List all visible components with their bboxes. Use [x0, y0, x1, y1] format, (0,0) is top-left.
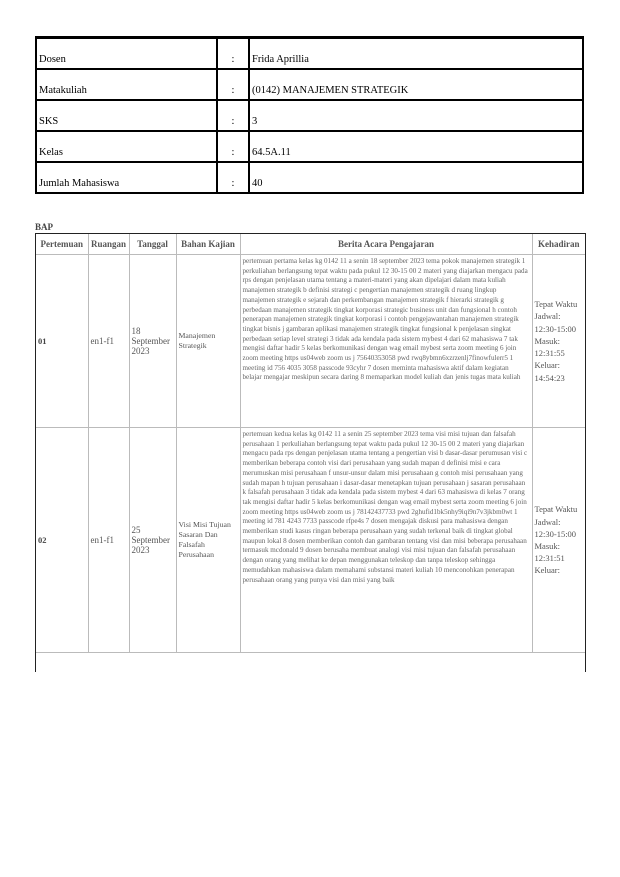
cell-bahan-kajian: Visi Misi Tujuan Sasaran Dan Falsafah Perusahaan — [176, 428, 240, 653]
info-row-matakuliah — [36, 69, 583, 100]
cell-ruangan: en1-f1 — [88, 255, 129, 428]
cell-bahan-kajian: Manajemen Strategik — [176, 255, 240, 428]
cell-ruangan: en1-f1 — [88, 428, 129, 653]
course-info-table — [35, 36, 584, 194]
info-value: 64.5A.11 — [249, 131, 583, 162]
header-berita-acara: Berita Acara Pengajaran — [240, 234, 532, 255]
info-row-dosen — [36, 38, 583, 70]
cell-pertemuan: 02 — [36, 428, 88, 653]
header-kehadiran: Kehadiran — [532, 234, 585, 255]
info-value: (0142) MANAJEMEN STRATEGIK — [249, 69, 583, 100]
cell-kehadiran: Tepat Waktu Jadwal: 12:30-15:00 Masuk: 12:31:55 Keluar: 14:54:23 — [532, 255, 585, 428]
bap-section-title: BAP — [35, 222, 53, 232]
bap-table — [36, 234, 585, 653]
cell-tanggal: 25 September 2023 — [129, 428, 176, 653]
cell-pertemuan: 01 — [36, 255, 88, 428]
info-value: Frida Aprillia — [249, 38, 583, 70]
info-value: 3 — [249, 100, 583, 131]
cell-berita-acara: pertemuan pertama kelas kg 0142 11 a senin 18 september 2023 tema pokok manajemen strategik 1 perkuliahan berlangsung tepat waktu pada pukul 12 30-15 00 2 materi yang diajarkan mengacu pada rps dengan penjelasan utama tentang a materi-materi yang akan dipelajari dalam mata kuliah manajemen strategik b definisi strategi c pengertian manajemen strategik d ruang lingkup manajemen strategik e sejarah dan perkembangan manajemen strategik f hierarki strategik g perbedaan manajemen strategik tingkat korporasi strategic business unit dan fungsional h contoh penerapan manajemen strategik tingkat korporasi i contoh pengejawantahan manajemen strategik tingkat bisnis j gambaran aplikasi manajemen strategik tingkat fungsional k penjelasan singkat perbedaan setiap level strategi 3 tidak ada kendala pada sistem mybest 4 dari 62 mahasiswa 7 tak mengisi daftar hadir 5 kelas berkomunikasi dengan wag email mybest serta zoom meeting 6 join zoom meeting https us04web zoom us j 75640353058 pwd rwq8ybmn6xzrzenlj7finowfulerr5 1 meeting id 756 4035 3058 passcode 93cyhr 7 dosen meminta mahasiswa aktif dalam kegiatan belajar mengajar meskipun secara daring 8 memaparkan model kuliah dan jenis tugas mata kuliah — [240, 255, 532, 428]
info-label: Dosen — [36, 38, 217, 70]
info-row-jumlah-mahasiswa — [36, 162, 583, 193]
info-label: Matakuliah — [36, 69, 217, 100]
cell-tanggal: 18 September 2023 — [129, 255, 176, 428]
bap-table-container — [35, 233, 586, 672]
cell-kehadiran: Tepat Waktu Jadwal: 12:30-15:00 Masuk: 12:31:51 Keluar: — [532, 428, 585, 653]
table-row — [36, 255, 585, 428]
info-separator: : — [217, 69, 249, 100]
header-tanggal: Tanggal — [129, 234, 176, 255]
info-label: Kelas — [36, 131, 217, 162]
info-separator: : — [217, 38, 249, 70]
header-bahan-kajian: Bahan Kajian — [176, 234, 240, 255]
header-ruangan: Ruangan — [88, 234, 129, 255]
info-value: 40 — [249, 162, 583, 193]
info-separator: : — [217, 131, 249, 162]
bap-header-row — [36, 234, 585, 255]
info-row-kelas — [36, 131, 583, 162]
header-pertemuan: Pertemuan — [36, 234, 88, 255]
info-label: SKS — [36, 100, 217, 131]
table-row — [36, 428, 585, 653]
info-label: Jumlah Mahasiswa — [36, 162, 217, 193]
info-separator: : — [217, 162, 249, 193]
cell-berita-acara: pertemuan kedua kelas kg 0142 11 a senin 25 september 2023 tema visi misi tujuan dan falsafah perusahaan 1 perkuliahan berlangsung tepat waktu pada pukul 12 30-15 00 2 materi yang diajarkan mengacu pada rps dengan penjelasan utama tentang a pengertian visi b dasar-dasar perumusan visi c memberikan beberapa contoh visi dari perusahaan yang sudah mapan d definisi misi e cara merumuskan misi perusahaan f unsur-unsur dalam misi perusahaan g contoh misi perusahaan yang sudah mapan h tujuan perusahaan i dasar-dasar menetapkan tujuan perusahaan j sasaran perusahaan k falsafah perusahaan 3 tidak ada kendala pada sistem mybest 4 dari 63 mahasiswa di kelas 7 orang tak mengisi daftar hadir 5 kelas berkomunikasi dengan wag email mybest serta zoom meeting 6 join zoom meeting https us04web zoom us j 78142437733 pwd 2ghufid1bk5nhy9iqi9n7v3jkbm0wt 1 meeting id 781 4243 7733 passcode rfpe4s 7 dosen mengajak diskusi para mahasiswa dengan memberikan studi kasus ringan beberapa perusahaan yang sudah terkenal baik di tingkat global maupun lokal 8 dosen memberikan contoh dan gambaran tentang visi dan misi beberapa perusahaan termasuk mcdonald 9 dosen berusaha membuat analogi visi misi tujuan dan falsafah perusahaan dengan orang yang melihat ke depan menggunakan teleskop dan tanpa teleskop sehingga memudahkan mahasiswa dalam memahami substansi materi kuliah 10 menconohkan penerapan perusahaan orang yang punya visi dan misi yang baik — [240, 428, 532, 653]
info-row-sks — [36, 100, 583, 131]
info-separator: : — [217, 100, 249, 131]
